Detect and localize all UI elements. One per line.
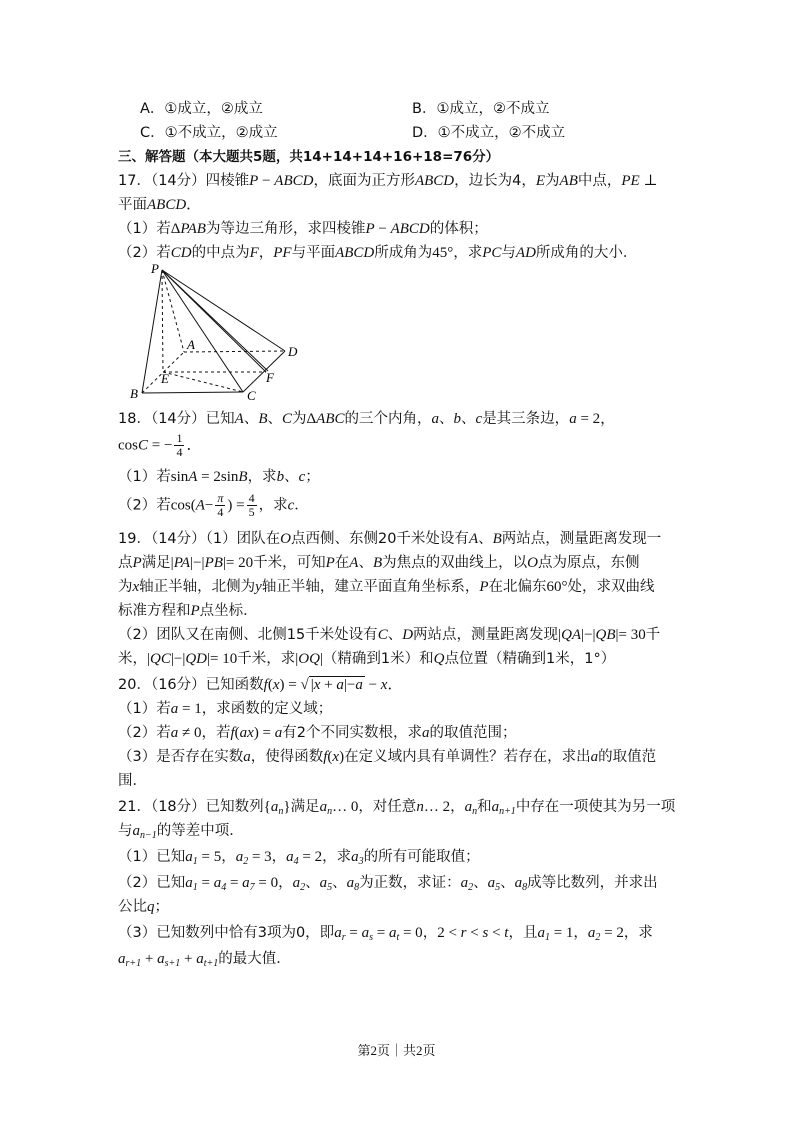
q20-part3-cont: 围． — [118, 773, 147, 789]
q17-line2: 平面ABCD． — [118, 197, 202, 213]
q21-part3: （3）已知数列中恰有3项为0，即$a_r = a_s = a_t = 0$，2 < r < s < t，且$a_1 = 1$，$a_2 = 2$，求 — [118, 925, 653, 943]
q20-line1: 20．（16分）已知函数f(x) = √ |x + a|−a − x． — [118, 677, 403, 693]
label-b: B — [130, 386, 138, 401]
label-e: E — [161, 371, 169, 386]
q21-line2: 与$a_{n-1}$的等差中项． — [118, 823, 244, 841]
label-p: P — [151, 262, 159, 276]
page-footer: 第2页｜共2页 — [357, 1043, 436, 1058]
option-d: D．①不成立，②不成立 — [412, 125, 566, 141]
label-a: A — [187, 337, 195, 352]
q17-line1: 17．（14分）四棱锥P − ABCD，底面为正方形ABCD，边长为4，E为AB中点，PE ⊥ — [118, 173, 658, 189]
q19-line5: （2）团队又在南侧、北侧15千米处设有C、D两站点，测量距离发现|QA|−|QB|= 30千 — [118, 627, 661, 643]
q21-part2-cont: 公比q； — [118, 899, 169, 915]
option-c: C．①不成立，②成立 — [140, 125, 278, 141]
pyramid-figure — [118, 262, 318, 402]
q18-line2: cosC = − $\frac{1}{4}$ ． — [118, 431, 202, 459]
q19-line3: 为x轴正半轴，北侧为y轴正半轴，建立平面直角坐标系，P在北偏东60°处，求双曲线 — [118, 579, 655, 595]
q17-part1: （1）若ΔPAB为等边三角形，求四棱锥P − ABCD的体积； — [118, 221, 488, 237]
label-c: C — [247, 388, 256, 402]
section-header: 三、解答题（本大题共5题，共14+14+14+16+18=76分） — [118, 149, 500, 165]
q19-line1: 19．（14分）（1）团队在O点西侧、东侧20千米处设有A、B两站点，测量距离发现一 — [118, 531, 662, 547]
q18-line1: 18．（14分）已知A、B、C为ΔABC的三个内角，a、b、c是其三条边，a = 2， — [118, 411, 616, 427]
q21-part1: （1）已知$a_1 = 5$，$a_2 = 3$，$a_4 = 2$，求$a_3$的所有可能取值； — [118, 849, 480, 867]
q17-part2: （2）若CD的中点为F，PF与平面ABCD所成角为45°，求PC与AD所成角的大小． — [118, 245, 638, 261]
q20-part3: （3）是否存在实数a，使得函数f(x)在定义域内具有单调性？若存在，求出a的取值范 — [118, 749, 657, 765]
label-f: F — [266, 370, 274, 385]
option-a: A．①成立，②成立 — [140, 101, 263, 117]
q19-line2: 点P满足|PA|−|PB|= 20千米，可知P在A、B为焦点的双曲线上，以O点为原点，东侧 — [118, 555, 640, 571]
q20-part1: （1）若a = 1，求函数的定义域； — [118, 701, 333, 717]
q20-part2: （2）若a ≠ 0，若f(ax) = a有2个不同实数根，求a的取值范围； — [118, 725, 517, 741]
q21-line1: 21．（18分）已知数列$\{a_n\}$满足$a_n\dots$ 0，对任意n… 2，$a_n$和$a_{n+1}$中存在一项使其为另一项 — [118, 799, 676, 817]
q18-part1: （1）若sinA = 2sinB，求b、c； — [118, 469, 320, 485]
q21-part2: （2）已知$a_1 = a_4 = a_7 = 0$，$a_2$、$a_5$、$a_8$为正数，求证：$a_2$、$a_5$、$a_8$成等比数列，并求出 — [118, 875, 658, 893]
q18-part2: （2）若cos(A− $\frac{\pi}{4}$ ) = $\frac{4}{5}$ ，求c． — [118, 491, 309, 519]
label-d: D — [288, 344, 298, 359]
q19-line6: 米，|QC|−|QD|= 10千米，求|OQ|（精确到1米）和Q点位置（精确到1米，1°） — [118, 651, 616, 667]
option-b: B．①成立，②不成立 — [412, 101, 550, 117]
q21-part3-cont: $a_{r+1} + a_{s+1} + a_{t+1}$的最大值． — [118, 951, 291, 969]
q19-line4: 标准方程和P点坐标． — [118, 603, 258, 619]
